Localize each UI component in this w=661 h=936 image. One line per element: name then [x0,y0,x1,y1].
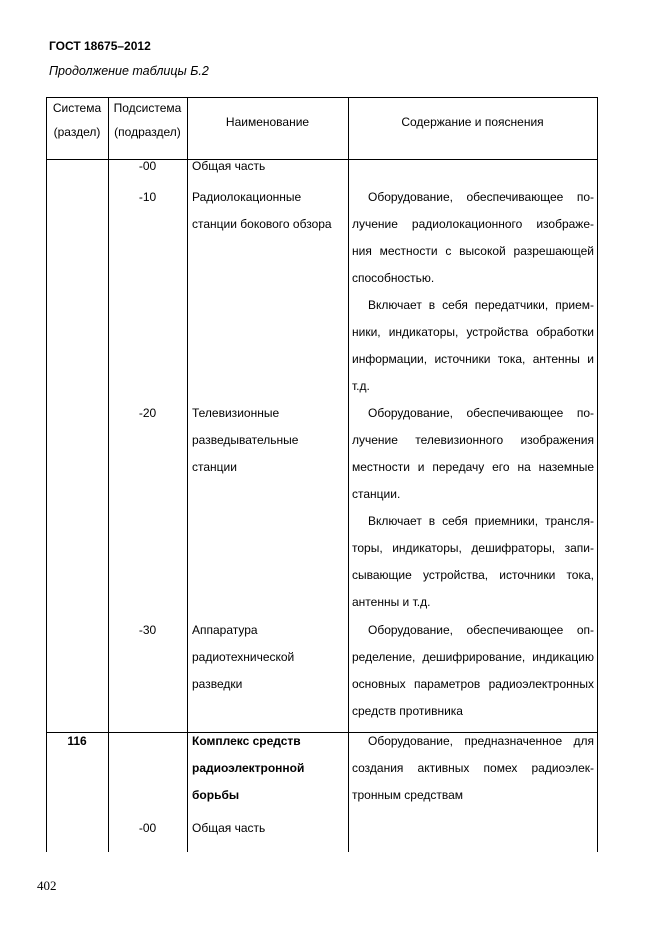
row-name-line: Телевизионные [192,406,280,420]
row-description [352,728,594,809]
description-line: Оборудование, предназначенное для [368,734,594,748]
header-system-line1: Система [52,101,102,115]
row-name [192,728,346,809]
row-name-line: Комплекс средств [192,734,301,748]
description-line: Включает в себя передатчики, прием- [368,298,594,312]
header-system-line2: (раздел) [53,125,101,139]
header-name: Наименование [225,115,310,129]
table-continuation-caption: Продолжение таблицы Б.2 [49,64,209,78]
column-divider-3 [348,97,349,852]
description-line: Оборудование, обеспечивающее оп- [368,623,594,637]
row-name [192,400,346,481]
description-line: станции. [352,487,401,501]
description-line: ния местности с высокой разрешающей [352,244,594,258]
description-line: основных параметров радиоэлектронных [352,677,594,691]
header-system [46,101,108,139]
row-subsystem-code: -00 [138,821,157,835]
row-subsystem-code: -10 [138,190,157,204]
row-name: Общая часть [192,821,266,835]
description-line: лучение радиолокационного изображе- [352,217,594,231]
row-subsystem-code: -00 [138,159,157,173]
row-name: Общая часть [192,159,266,173]
description-line: местности и передачу его на наземные [352,460,594,474]
row-name-line: станции [192,460,237,474]
description-line: сывающие устройства, источники тока, [352,568,594,582]
row-system-code: 116 [67,734,87,748]
description-line: Оборудование, обеспечивающее по- [368,190,594,204]
description-line: тронным средствам [352,788,464,802]
classification-table [46,97,598,852]
row-name-line: станции бокового обзора [192,217,332,231]
row-description [352,184,594,400]
header-content: Содержание и пояснения [401,115,544,129]
row-description [352,400,594,616]
row-name [192,184,346,238]
row-subsystem-code: -30 [138,623,157,637]
description-line: Включает в себя приемники, трансля- [368,514,594,528]
description-line: лучение телевизионного изображения [352,433,594,447]
row-subsystem-code: -20 [138,406,157,420]
row-name-line: борьбы [192,788,240,802]
column-divider-2 [187,97,188,852]
table-border-top [46,97,598,98]
description-line: создания активных помех радиоэлек- [352,761,594,775]
row-name-line: Аппаратура [192,623,258,637]
description-line: ределение, дешифрирование, индикацию [352,650,594,664]
row-name-line: разведки [192,677,243,691]
row-description [352,617,594,725]
header-subsystem [108,101,187,139]
description-line: ники, индикаторы, устройства обработки [352,325,594,339]
row-name-line: радиотехнической [192,650,295,664]
description-line: т.д. [352,379,370,393]
page-number: 402 [37,878,57,893]
header-subsystem-line1: Подсистема [113,101,182,115]
description-line: способностью. [352,271,435,285]
description-line: Оборудование, обеспечивающее по- [368,406,594,420]
row-name-line: разведывательные [192,433,299,447]
row-name-line: Радиолокационные [192,190,302,204]
description-line: антенны и т.д. [352,595,431,609]
document-header: ГОСТ 18675–2012 [49,39,151,53]
row-name [192,617,346,698]
table-border-right [597,97,598,852]
description-line: средств противника [352,704,463,718]
description-line: торы, индикаторы, дешифраторы, запи- [352,541,594,555]
row-name-line: радиоэлектронной [192,761,305,775]
header-subsystem-line2: (подраздел) [114,125,181,139]
description-line: информации, источники тока, антенны и [352,352,594,366]
